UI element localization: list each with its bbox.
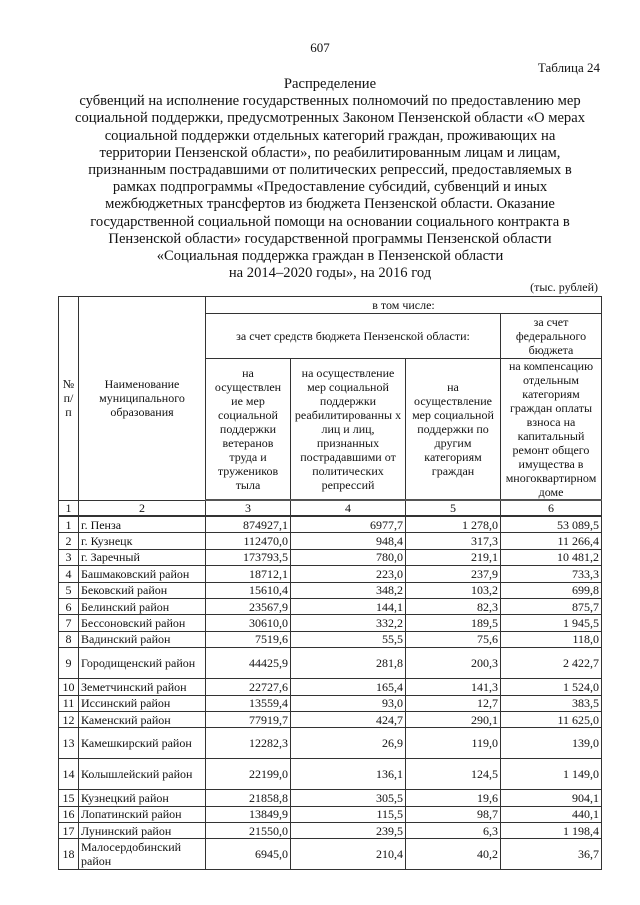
repressed-amount: 115,5: [291, 806, 406, 822]
title-line: на 2014–2020 годы», на 2016 год: [228, 265, 432, 282]
table-row: [59, 790, 602, 806]
federal-compensation-amount: 2 422,7: [501, 648, 602, 679]
federal-compensation-amount: 11 625,0: [501, 711, 602, 727]
row-number: 3: [59, 549, 79, 565]
title-line: Распределение: [283, 76, 377, 92]
row-number: 10: [59, 679, 79, 695]
veterans-amount: 44425,9: [206, 648, 291, 679]
veterans-amount: 22727,6: [206, 679, 291, 695]
header-col4: на осуществление мер социальной поддержки реабилитированны х лиц и лиц, признанных пострадавшими от политических репрессий: [291, 359, 406, 501]
federal-compensation-amount: 733,3: [501, 566, 602, 582]
header-name: Наименование муниципального образования: [79, 297, 206, 501]
table-row: [59, 806, 602, 822]
table-row: [59, 549, 602, 565]
distribution-table: [58, 296, 602, 870]
row-number: 7: [59, 615, 79, 631]
other-categories-amount: 6,3: [406, 823, 501, 839]
row-number: 8: [59, 631, 79, 647]
veterans-amount: 21550,0: [206, 823, 291, 839]
table-row: [59, 728, 602, 759]
table-row: [59, 759, 602, 790]
repressed-amount: 348,2: [291, 582, 406, 598]
repressed-amount: 210,4: [291, 839, 406, 870]
municipality-name: Кузнецкий район: [79, 790, 206, 806]
veterans-amount: 13559,4: [206, 695, 291, 711]
row-number: 4: [59, 566, 79, 582]
row-number: 6: [59, 598, 79, 614]
row-number: 5: [59, 582, 79, 598]
veterans-amount: 21858,8: [206, 790, 291, 806]
municipality-name: Иссинский район: [79, 695, 206, 711]
units-label: (тыс. рублей): [530, 280, 598, 294]
title-line: «Социальная поддержка граждан в Пензенской области: [156, 248, 504, 265]
repressed-amount: 93,0: [291, 695, 406, 711]
row-number: 17: [59, 823, 79, 839]
other-categories-amount: 219,1: [406, 549, 501, 565]
veterans-amount: 874927,1: [206, 516, 291, 533]
municipality-name: Земетчинский район: [79, 679, 206, 695]
table-row: [59, 823, 602, 839]
repressed-amount: 26,9: [291, 728, 406, 759]
federal-compensation-amount: 1 198,4: [501, 823, 602, 839]
document-title: [40, 76, 620, 282]
other-categories-amount: 82,3: [406, 598, 501, 614]
column-number: 6: [501, 500, 602, 516]
table-row: [59, 695, 602, 711]
municipality-name: Белинский район: [79, 598, 206, 614]
municipality-name: г. Пенза: [79, 516, 206, 533]
row-number: 11: [59, 695, 79, 711]
veterans-amount: 6945,0: [206, 839, 291, 870]
veterans-amount: 173793,5: [206, 549, 291, 565]
municipality-name: Камешкирский район: [79, 728, 206, 759]
column-number: 1: [59, 500, 79, 516]
municipality-name: Башмаковский район: [79, 566, 206, 582]
other-categories-amount: 141,3: [406, 679, 501, 695]
other-categories-amount: 317,3: [406, 533, 501, 549]
veterans-amount: 18712,1: [206, 566, 291, 582]
federal-compensation-amount: 1 149,0: [501, 759, 602, 790]
table-row: [59, 631, 602, 647]
municipality-name: Колышлейский район: [79, 759, 206, 790]
row-number: 12: [59, 711, 79, 727]
veterans-amount: 12282,3: [206, 728, 291, 759]
repressed-amount: 165,4: [291, 679, 406, 695]
municipality-name: Бессоновский район: [79, 615, 206, 631]
title-line: государственной социальной помощи на основании социального контракта в: [90, 213, 570, 230]
federal-compensation-amount: 440,1: [501, 806, 602, 822]
row-number: 1: [59, 516, 79, 533]
table-label: Таблица 24: [537, 60, 600, 75]
row-number: 13: [59, 728, 79, 759]
column-number: 3: [206, 500, 291, 516]
repressed-amount: 332,2: [291, 615, 406, 631]
federal-compensation-amount: 1 524,0: [501, 679, 602, 695]
municipality-name: г. Кузнецк: [79, 533, 206, 549]
table-row: [59, 582, 602, 598]
other-categories-amount: 98,7: [406, 806, 501, 822]
veterans-amount: 22199,0: [206, 759, 291, 790]
veterans-amount: 15610,4: [206, 582, 291, 598]
other-categories-amount: 75,6: [406, 631, 501, 647]
other-categories-amount: 290,1: [406, 711, 501, 727]
federal-compensation-amount: 139,0: [501, 728, 602, 759]
repressed-amount: 780,0: [291, 549, 406, 565]
other-categories-amount: 40,2: [406, 839, 501, 870]
column-number: 5: [406, 500, 501, 516]
table-row: [59, 533, 602, 549]
municipality-name: Городищенский район: [79, 648, 206, 679]
header-col3: на осуществлен ие мер социальной поддержки ветеранов труда и тружеников тыла: [206, 359, 291, 501]
repressed-amount: 424,7: [291, 711, 406, 727]
other-categories-amount: 12,7: [406, 695, 501, 711]
federal-compensation-amount: 875,7: [501, 598, 602, 614]
table-row: [59, 648, 602, 679]
repressed-amount: 136,1: [291, 759, 406, 790]
federal-compensation-amount: 1 945,5: [501, 615, 602, 631]
other-categories-amount: 124,5: [406, 759, 501, 790]
veterans-amount: 112470,0: [206, 533, 291, 549]
title-line: признанным пострадавшими от политических репрессий, предоставляемых в: [88, 162, 572, 179]
table-row: [59, 566, 602, 582]
repressed-amount: 948,4: [291, 533, 406, 549]
federal-compensation-amount: 118,0: [501, 631, 602, 647]
municipality-name: Малосердобинский район: [79, 839, 206, 870]
repressed-amount: 6977,7: [291, 516, 406, 533]
table-row: [59, 679, 602, 695]
title-line: социальной поддержки, предусмотренных Законом Пензенской области «О мерах: [74, 110, 586, 127]
table-row: [59, 598, 602, 614]
municipality-name: Каменский район: [79, 711, 206, 727]
repressed-amount: 305,5: [291, 790, 406, 806]
table-row: [59, 711, 602, 727]
row-number: 14: [59, 759, 79, 790]
veterans-amount: 77919,7: [206, 711, 291, 727]
veterans-amount: 7519,6: [206, 631, 291, 647]
row-number: 18: [59, 839, 79, 870]
header-no: № п/п: [59, 297, 79, 501]
veterans-amount: 30610,0: [206, 615, 291, 631]
repressed-amount: 281,8: [291, 648, 406, 679]
other-categories-amount: 237,9: [406, 566, 501, 582]
table-row: [59, 615, 602, 631]
other-categories-amount: 103,2: [406, 582, 501, 598]
title-line: межбюджетных трансфертов из бюджета Пензенской области. Оказание: [105, 196, 555, 213]
title-line: субвенций на исполнение государственных полномочий по предоставлению мер: [79, 93, 581, 110]
row-number: 16: [59, 806, 79, 822]
federal-compensation-amount: 383,5: [501, 695, 602, 711]
federal-compensation-amount: 53 089,5: [501, 516, 602, 533]
municipality-name: Бековский район: [79, 582, 206, 598]
column-number: 2: [79, 500, 206, 516]
column-number: 4: [291, 500, 406, 516]
table-row: [59, 839, 602, 870]
other-categories-amount: 1 278,0: [406, 516, 501, 533]
header-col5: на осуществление мер социальной поддержки по другим категориям граждан: [406, 359, 501, 501]
header-including: в том числе:: [206, 297, 602, 314]
federal-compensation-amount: 36,7: [501, 839, 602, 870]
municipality-name: г. Заречный: [79, 549, 206, 565]
other-categories-amount: 119,0: [406, 728, 501, 759]
veterans-amount: 23567,9: [206, 598, 291, 614]
federal-compensation-amount: 10 481,2: [501, 549, 602, 565]
repressed-amount: 55,5: [291, 631, 406, 647]
title-line: рамках подпрограммы «Предоставление субсидий, субвенций и иных: [112, 179, 548, 196]
header-regional-budget: за счет средств бюджета Пензенской области:: [206, 314, 501, 359]
row-number: 15: [59, 790, 79, 806]
federal-compensation-amount: 699,8: [501, 582, 602, 598]
repressed-amount: 144,1: [291, 598, 406, 614]
municipality-name: Лопатинский район: [79, 806, 206, 822]
other-categories-amount: 19,6: [406, 790, 501, 806]
title-line: Пензенской области» государственной программы Пензенской области: [108, 230, 552, 247]
row-number: 9: [59, 648, 79, 679]
row-number: 2: [59, 533, 79, 549]
veterans-amount: 13849,9: [206, 806, 291, 822]
header-col6: на компенсацию отдельным категориям граждан оплаты взноса на капитальный ремонт общего имущества в многоквартирном доме: [501, 359, 602, 501]
other-categories-amount: 189,5: [406, 615, 501, 631]
title-line: социальной поддержки отдельных категорий граждан, проживающих на: [104, 127, 556, 144]
other-categories-amount: 200,3: [406, 648, 501, 679]
column-numbers-row: [59, 500, 602, 516]
header-federal-budget: за счет федерального бюджета: [501, 314, 602, 359]
repressed-amount: 239,5: [291, 823, 406, 839]
municipality-name: Лунинский район: [79, 823, 206, 839]
federal-compensation-amount: 904,1: [501, 790, 602, 806]
table-row: [59, 516, 602, 533]
page-number: 607: [310, 40, 330, 55]
repressed-amount: 223,0: [291, 566, 406, 582]
federal-compensation-amount: 11 266,4: [501, 533, 602, 549]
municipality-name: Вадинский район: [79, 631, 206, 647]
title-line: территории Пензенской области», по реабилитированным лицам и лицам,: [99, 144, 561, 161]
